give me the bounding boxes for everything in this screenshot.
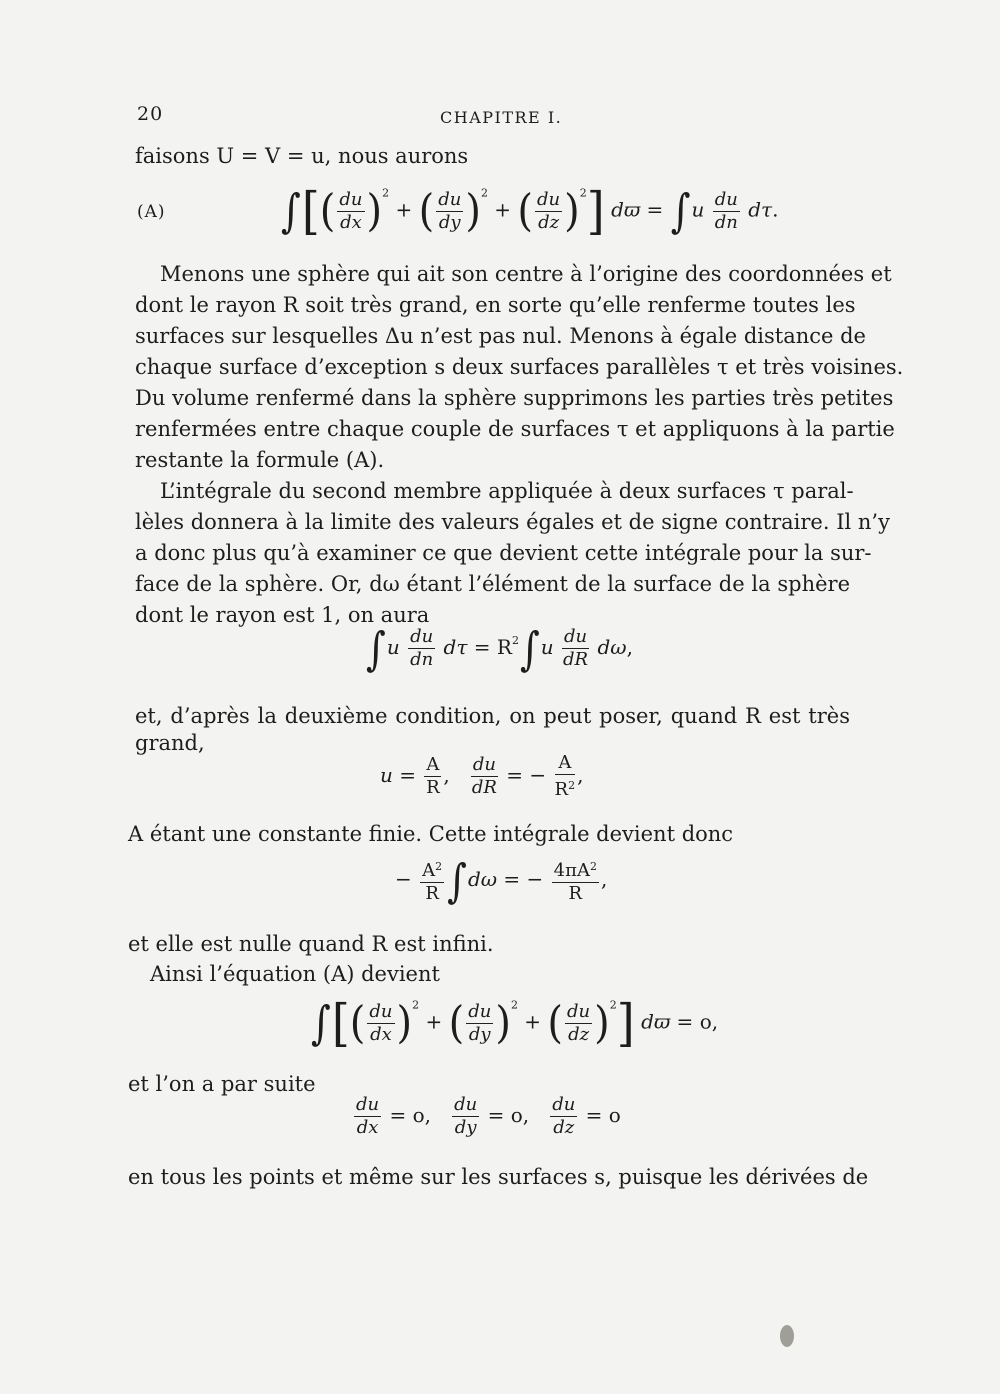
paragraph-3-line-1: et, d’après la deuxième condition, on peut poser, quand R est très (135, 704, 850, 728)
paragraph-1-line-2: dont le rayon R soit très grand, en sorte qu’elle renferme toutes les (135, 293, 856, 317)
paragraph-5: et elle est nulle quand R est infini. (128, 932, 494, 956)
paragraph-4: A étant une constante finie. Cette intégrale devient donc (128, 822, 734, 846)
equation-label-a: (A) (137, 202, 166, 222)
equation-zero-integral: ∫[( $\frac{du}{dx}$ )$^2$ + ( $\frac{du}{dy}$ )$^2$ + ( $\frac{du}{dz}$ )$^2$] dϖ = o, (311, 993, 719, 1053)
paragraph-2-line-5: dont le rayon est 1, on aura (135, 603, 430, 627)
paragraph-3-line-2: grand, (135, 731, 205, 755)
equation-sphere-integral: ∫u $\frac{du}{dn}$ $d\tau = R^2\int u$ $\frac{du}{dR}$ dω, (366, 622, 633, 675)
paragraph-1-line-5: Du volume renfermé dans la sphère supprimons les parties très petites (135, 386, 894, 410)
paragraph-2-line-2: lèles donnera à la limite des valeurs égales et de signe contraire. Il n’y (135, 510, 890, 534)
paragraph-2-line-1: L’intégrale du second membre appliquée à deux surfaces τ paral- (160, 479, 854, 503)
ink-smudge (780, 1325, 794, 1347)
intro-line: faisons U = V = u, nous aurons (135, 144, 469, 168)
equation-a: ∫[( $\frac{du}{dx}$ )$^2$ + ( $\frac{du}{dy}$ )$^2$ + ( $\frac{du}{dz}$ )$^2$] dϖ = ∫u $\frac{du}{dn}$ dτ. (281, 181, 779, 241)
paragraph-1-line-3: surfaces sur lesquelles Δu n’est pas nul. Menons à égale distance de (135, 324, 866, 348)
paragraph-1-line-1: Menons une sphère qui ait son centre à l’origine des coordonnées et (160, 262, 892, 286)
equation-derivatives-zero: $\frac{du}{dx}$ = o, $\frac{du}{dy}$ = o, $\frac{du}{dz}$ = o (356, 1094, 621, 1138)
paragraph-2-line-4: face de la sphère. Or, dω étant l’élément de la surface de la sphère (135, 572, 850, 596)
paragraph-2-line-3: a donc plus qu’à examiner ce que devient cette intégrale pour la sur- (135, 541, 872, 565)
paragraph-8: en tous les points et même sur les surfaces s, puisque les dérivées de (128, 1165, 869, 1189)
paragraph-1-line-6: renfermées entre chaque couple de surfaces τ et appliquons à la partie (135, 417, 895, 441)
equation-asymptotic: u = $\frac{A}{R}$ , $\frac{du}{dR}$ = − $\frac{A}{R^2}$ , (380, 752, 584, 800)
paragraph-1-line-4: chaque surface d’exception s deux surfaces parallèles τ et très voisines. (135, 355, 904, 379)
paragraph-1-line-7: restante la formule (A). (135, 448, 385, 472)
chapter-heading: CHAPITRE I. (440, 108, 563, 127)
paragraph-7: et l’on a par suite (128, 1072, 316, 1096)
paragraph-6: Ainsi l’équation (A) devient (150, 962, 440, 986)
equation-limit: − $\frac{A^2}{R}$ ∫dω = − $\frac{4\pi A^2}{R}$ , (395, 854, 608, 907)
page-number: 20 (137, 103, 164, 125)
